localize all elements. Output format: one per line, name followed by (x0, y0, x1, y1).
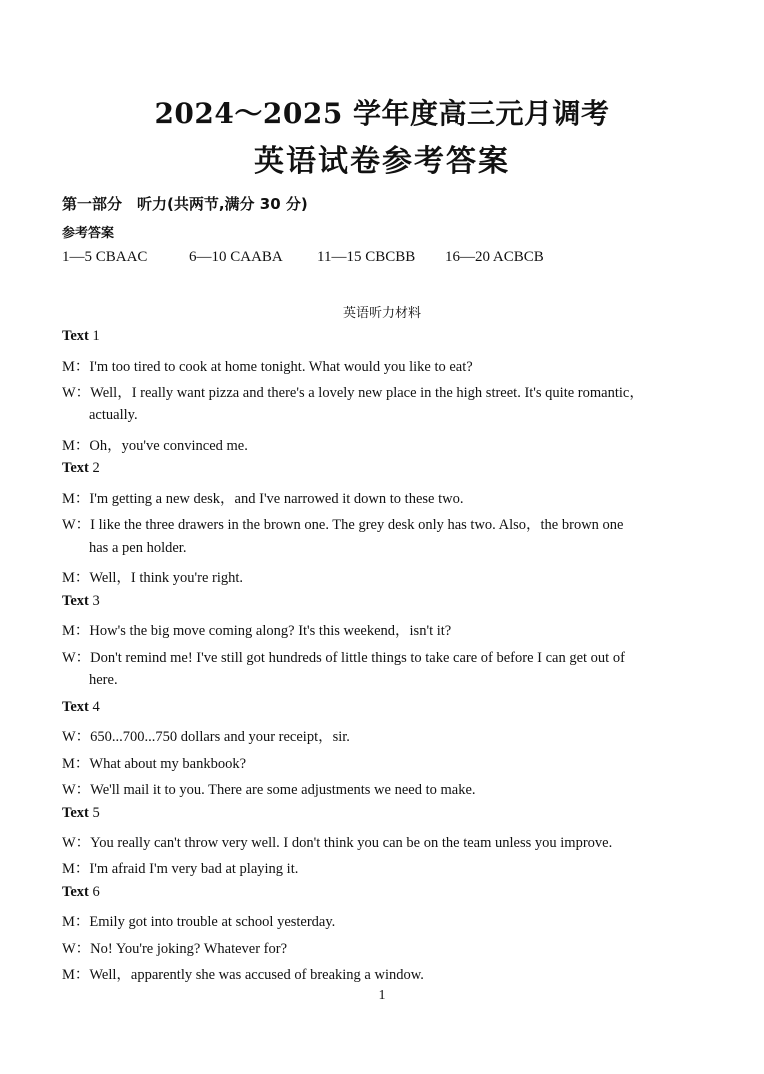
dialogue-line: M：How's the big move coming along? It's this weekend，isn't it? (62, 623, 452, 639)
text-label-number: 2 (92, 460, 100, 476)
text-label (62, 593, 712, 610)
text-label-number: 4 (92, 699, 100, 715)
dialogue-line-continuation: actually. (89, 407, 138, 423)
dialogue-line: W：Don't remind me! I've still got hundreds of little things to take care of before I can get out of (62, 650, 625, 666)
dialogue-line: W：I like the three drawers in the brown one. The grey desk only has two. Also，the brown one (62, 517, 624, 533)
listening-materials-heading: 英语听力材料 (342, 306, 421, 321)
document-subtitle: 英语试卷参考答案 (254, 144, 510, 179)
dialogue-line: W：We'll mail it to you. There are some adjustments we need to make. (62, 782, 476, 798)
dialogue-line: M：Well，apparently she was accused of breaking a window. (62, 967, 424, 983)
answer-group: 6—10 CAABA (189, 249, 283, 265)
text-label-number: 6 (92, 884, 100, 900)
text-label (62, 805, 712, 822)
text-label-number: 3 (92, 593, 100, 609)
dialogue-line: M：I'm getting a new desk，and I've narrowed it down to these two. (62, 491, 464, 507)
text-label-word: Text (62, 593, 89, 609)
dialogue-line: M：What about my bankbook? (62, 756, 247, 772)
text-label-word: Text (62, 805, 89, 821)
dialogue-line: M：I'm too tired to cook at home tonight. What would you like to eat? (62, 359, 473, 375)
text-label-word: Text (62, 328, 89, 344)
dialogue-line: W：Well，I really want pizza and there's a lovely new place in the high street. It's quite romantic， (62, 385, 644, 401)
dialogue-line: M：Emily got into trouble at school yesterday. (62, 914, 336, 930)
document-title: 2024～2025 学年度高三元月调考 (154, 97, 610, 130)
text-label (62, 699, 712, 716)
dialogue-line-continuation: here. (89, 672, 118, 688)
answer-group: 11—15 CBCBB (317, 249, 416, 265)
text-label-word: Text (62, 884, 89, 900)
dialogue-line: M：I'm afraid I'm very bad at playing it. (62, 861, 299, 877)
dialogue-line: W：You really can't throw very well. I don't think you can be on the team unless you improve. (62, 835, 613, 851)
text-label-word: Text (62, 699, 89, 715)
answer-group: 1—5 CBAAC (62, 249, 148, 265)
text-label-number: 1 (92, 328, 100, 344)
dialogue-line-continuation: has a pen holder. (89, 540, 187, 556)
text-label-word: Text (62, 460, 89, 476)
dialogue-line: W：650...700...750 dollars and your receipt，sir. (62, 729, 350, 745)
page-number: 1 (378, 988, 386, 1003)
text-label (62, 460, 712, 477)
dialogue-line: M：Well，I think you're right. (62, 570, 244, 586)
part1-heading: 第一部分 听力(共两节,满分 30 分) (62, 195, 308, 213)
answer-group: 16—20 ACBCB (445, 249, 544, 265)
text-label (62, 884, 712, 901)
text-label (62, 328, 712, 345)
text-label-number: 5 (92, 805, 100, 821)
answers-heading: 参考答案 (62, 226, 115, 241)
dialogue-line: W：No! You're joking? Whatever for? (62, 941, 288, 957)
dialogue-line: M：Oh，you've convinced me. (62, 438, 248, 454)
